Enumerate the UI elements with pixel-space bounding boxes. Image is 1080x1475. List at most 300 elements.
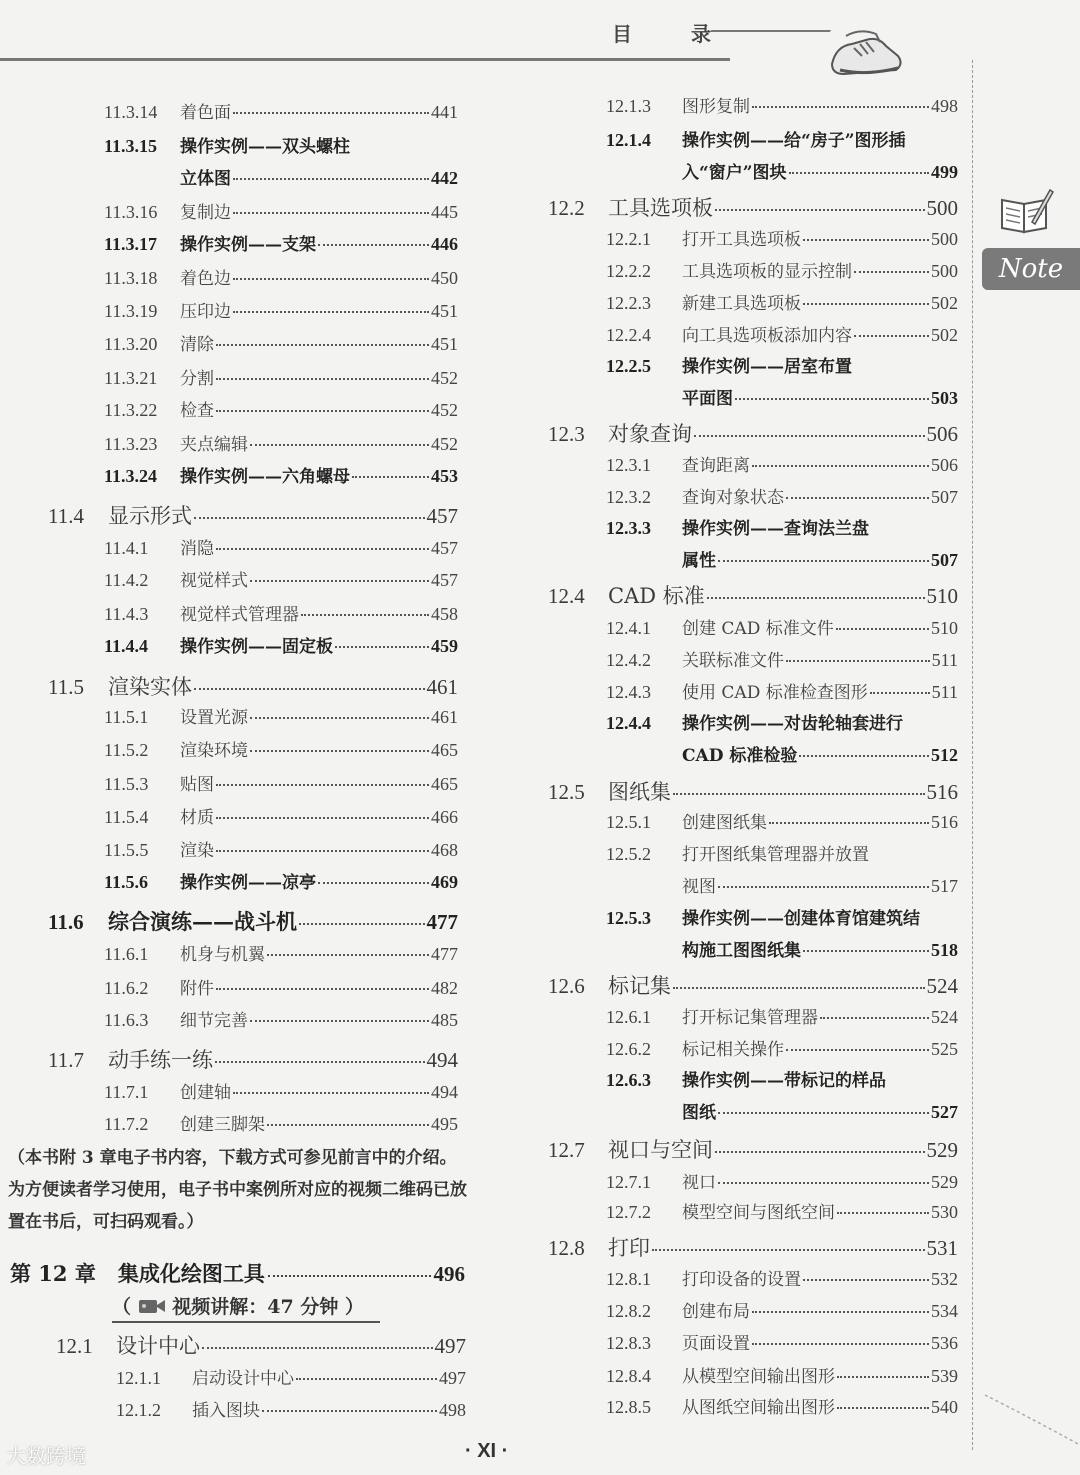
toc-number: 12.4.4 xyxy=(606,713,651,733)
toc-number: 11.4.1 xyxy=(104,538,149,558)
toc-entry xyxy=(104,1006,458,1031)
toc-title: 启动设计中心 xyxy=(192,1369,294,1389)
toc-page: 477 xyxy=(426,910,458,934)
chapter-heading xyxy=(10,1258,465,1288)
toc-number: 11.3.16 xyxy=(104,202,158,222)
leader-dots xyxy=(216,410,429,412)
toc-entry xyxy=(116,1364,466,1389)
toc-entry xyxy=(104,396,458,421)
toc-page: 516 xyxy=(931,812,958,832)
toc-number: 11.3.22 xyxy=(104,400,158,420)
toc-title: 分割 xyxy=(180,369,214,389)
toc-number: 12.1.2 xyxy=(116,1400,161,1420)
toc-number: 12.2.2 xyxy=(606,261,651,281)
leader-dots xyxy=(820,1017,929,1019)
toc-entry xyxy=(104,770,458,795)
toc-title: 着色面 xyxy=(180,103,231,123)
toc-title: 着色边 xyxy=(180,269,231,289)
leader-dots xyxy=(803,1279,929,1281)
toc-title: 打开标记集管理器 xyxy=(682,1008,818,1028)
toc-page: 503 xyxy=(931,388,958,408)
toc-number: 12.8 xyxy=(548,1236,585,1260)
toc-number: 11.5.6 xyxy=(104,872,149,892)
toc-page: 451 xyxy=(431,301,458,321)
toc-number: 12.5.2 xyxy=(606,844,651,864)
leader-dots xyxy=(673,793,925,795)
toc-entry-continuation xyxy=(180,164,458,189)
toc-title: 操作实例——六角螺母 xyxy=(180,467,350,487)
toc-title: 渲染 xyxy=(180,841,214,861)
toc-entry xyxy=(606,92,958,117)
toc-entry xyxy=(104,534,458,559)
toc-number: 12.2.1 xyxy=(606,229,651,249)
toc-entry xyxy=(606,1329,958,1354)
toc-title: 附件 xyxy=(180,979,214,999)
toc-number: 11.4 xyxy=(48,504,84,528)
toc-page: 442 xyxy=(431,168,458,188)
toc-entry xyxy=(104,836,458,861)
toc-number: 11.6.1 xyxy=(104,944,149,964)
toc-page: 507 xyxy=(931,487,958,507)
toc-number: 11.4.2 xyxy=(104,570,149,590)
toc-number: 12.6 xyxy=(548,974,585,998)
toc-entry xyxy=(606,1265,958,1290)
leader-dots xyxy=(718,1182,929,1184)
toc-title: 打开工具选项板 xyxy=(682,230,801,250)
toc-entry-continuation xyxy=(682,936,958,961)
toc-title: 操作实例——带标记的样品 xyxy=(682,1071,886,1091)
leader-dots xyxy=(752,106,929,108)
chapter-page: 496 xyxy=(433,1262,465,1286)
leader-dots xyxy=(233,278,429,280)
toc-page: 465 xyxy=(431,740,458,760)
leader-dots xyxy=(215,1061,425,1063)
toc-number: 11.5.3 xyxy=(104,774,149,794)
toc-page: 495 xyxy=(431,1114,458,1134)
toc-title: 视口 xyxy=(682,1173,716,1193)
toc-entry xyxy=(606,451,958,476)
toc-entry xyxy=(104,566,458,591)
toc-title: 渲染环境 xyxy=(180,741,248,761)
toc-entry xyxy=(104,1110,458,1135)
toc-number: 11.6 xyxy=(48,910,84,934)
toc-page: 452 xyxy=(431,434,458,454)
leader-dots xyxy=(233,112,429,114)
toc-page: 497 xyxy=(439,1368,466,1388)
toc-title: 打印 xyxy=(608,1236,650,1260)
toc-number: 12.5.1 xyxy=(606,812,651,832)
toc-entry xyxy=(606,1003,958,1028)
shoe-icon xyxy=(826,26,906,80)
toc-entry xyxy=(606,352,958,377)
toc-title: 操作实例——凉亭 xyxy=(180,873,316,893)
toc-page: 466 xyxy=(431,807,458,827)
page-header-title: 目 录 xyxy=(612,22,737,46)
leader-dots xyxy=(769,822,929,824)
toc-number: 11.5.1 xyxy=(104,707,149,727)
toc-entry xyxy=(548,1232,958,1262)
toc-title: 创建图纸集 xyxy=(682,813,767,833)
note-tab: Note xyxy=(982,248,1080,290)
toc-title-continued: 立体图 xyxy=(180,169,231,189)
leader-dots xyxy=(268,1275,431,1277)
toc-entry xyxy=(104,868,458,893)
leader-dots xyxy=(216,784,429,786)
leader-dots xyxy=(799,755,929,757)
toc-page: 539 xyxy=(931,1366,958,1386)
toc-page: 458 xyxy=(431,604,458,624)
toc-number: 11.3.24 xyxy=(104,466,158,486)
toc-number: 12.2.5 xyxy=(606,356,651,376)
toc-page: 494 xyxy=(426,1048,458,1072)
toc-number: 12.2.3 xyxy=(606,293,651,313)
toc-number: 11.5 xyxy=(48,675,84,699)
page-number: · XI · xyxy=(465,1440,509,1462)
toc-title: 操作实例——查询法兰盘 xyxy=(682,519,869,539)
leader-dots xyxy=(233,212,429,214)
toc-page: 450 xyxy=(431,268,458,288)
toc-entry xyxy=(606,321,958,346)
toc-page: 512 xyxy=(931,745,958,765)
leader-dots xyxy=(752,1343,929,1345)
toc-number: 12.3 xyxy=(548,422,585,446)
toc-number: 11.3.23 xyxy=(104,434,158,454)
toc-number: 11.3.15 xyxy=(104,136,158,156)
leader-dots xyxy=(836,628,929,630)
toc-title: 标记相关操作 xyxy=(682,1040,784,1060)
leader-dots xyxy=(352,476,429,478)
leader-dots xyxy=(216,850,429,852)
leader-dots xyxy=(262,1410,437,1412)
toc-page: 510 xyxy=(931,618,958,638)
toc-page: 516 xyxy=(926,780,958,804)
toc-entry xyxy=(606,1035,958,1060)
header-rule xyxy=(0,58,730,61)
leader-dots xyxy=(673,987,925,989)
toc-page: 453 xyxy=(431,466,458,486)
toc-number: 12.6.3 xyxy=(606,1070,651,1090)
toc-title: 向工具选项板添加内容 xyxy=(682,326,852,346)
toc-title: 创建 CAD 标准文件 xyxy=(682,619,834,639)
toc-number: 11.3.18 xyxy=(104,268,158,288)
toc-page: 482 xyxy=(431,978,458,998)
toc-entry xyxy=(104,230,458,255)
toc-page: 468 xyxy=(431,840,458,860)
toc-number: 12.3.1 xyxy=(606,455,651,475)
toc-entry xyxy=(548,776,958,806)
toc-entry xyxy=(48,1044,458,1074)
toc-entry-continuation xyxy=(682,158,958,183)
toc-page: 510 xyxy=(926,584,958,608)
toc-page: 524 xyxy=(931,1007,958,1027)
leader-dots xyxy=(718,560,929,562)
toc-number: 11.3.14 xyxy=(104,102,158,122)
toc-number: 12.2 xyxy=(548,196,585,220)
toc-entry xyxy=(606,257,958,282)
toc-number: 12.4 xyxy=(548,584,585,608)
leader-dots xyxy=(707,597,925,599)
toc-entry xyxy=(606,678,958,703)
toc-title: 细节完善 xyxy=(180,1011,248,1031)
toc-title-continued: CAD 标准检验 xyxy=(682,746,798,766)
toc-page: 540 xyxy=(931,1397,958,1417)
page-fold-decoration xyxy=(985,1385,1080,1445)
toc-title: CAD 标准 xyxy=(608,584,705,608)
toc-entry-continuation xyxy=(682,872,958,897)
toc-title: 工具选项板 xyxy=(608,196,713,220)
toc-title: 机身与机翼 xyxy=(180,945,265,965)
chapter-label: 第 12 章 xyxy=(10,1261,96,1286)
toc-number: 12.6.1 xyxy=(606,1007,651,1027)
toc-number: 11.3.17 xyxy=(104,234,158,254)
toc-title: 材质 xyxy=(180,808,214,828)
toc-title: 查询距离 xyxy=(682,456,750,476)
toc-entry xyxy=(116,1396,466,1421)
leader-dots xyxy=(233,1092,429,1094)
toc-number: 12.1.3 xyxy=(606,96,651,116)
toc-number: 12.8.5 xyxy=(606,1397,651,1417)
toc-number: 12.1 xyxy=(56,1334,93,1358)
leader-dots xyxy=(803,303,929,305)
toc-title: 创建布局 xyxy=(682,1302,750,1322)
toc-title: 新建工具选项板 xyxy=(682,294,801,314)
toc-title: 操作实例——对齿轮轴套进行 xyxy=(682,714,903,734)
toc-title: 视觉样式 xyxy=(180,571,248,591)
leader-dots xyxy=(715,209,925,211)
toc-entry xyxy=(104,132,458,157)
toc-number: 11.5.5 xyxy=(104,840,149,860)
toc-page: 527 xyxy=(931,1102,958,1122)
toc-entry xyxy=(606,840,958,865)
leader-dots xyxy=(216,817,429,819)
leader-dots xyxy=(194,517,425,519)
leader-dots xyxy=(250,580,429,582)
ebook-note: （本书附 3 章电子书内容，下载方式可参见前言中的介绍。为方便读者学习使用，电子书中案例所对应的视频二维码已放置在书后，可扫码观看。） xyxy=(8,1148,467,1232)
toc-title: 操作实例——双头螺柱 xyxy=(180,137,350,157)
toc-page: 511 xyxy=(931,682,958,702)
notebook-pen-icon xyxy=(998,186,1054,238)
toc-entry-continuation xyxy=(682,546,958,571)
toc-number: 11.3.21 xyxy=(104,368,158,388)
toc-entry xyxy=(548,580,958,610)
toc-page: 441 xyxy=(431,102,458,122)
toc-page: 452 xyxy=(431,368,458,388)
toc-entry xyxy=(104,974,458,999)
toc-page: 499 xyxy=(931,162,958,182)
toc-page: 485 xyxy=(431,1010,458,1030)
toc-entry-continuation xyxy=(682,741,958,766)
leader-dots xyxy=(299,923,425,925)
toc-title-continued: 属性 xyxy=(682,551,716,571)
leader-dots xyxy=(318,882,429,884)
toc-number: 12.3.3 xyxy=(606,518,651,538)
toc-entry xyxy=(548,970,958,1000)
toc-page: 446 xyxy=(431,234,458,254)
toc-title: 对象查询 xyxy=(608,422,692,446)
toc-page: 457 xyxy=(426,504,458,528)
toc-entry xyxy=(606,1066,958,1091)
toc-number: 12.8.3 xyxy=(606,1333,651,1353)
leader-dots xyxy=(718,1112,929,1114)
toc-entry-continuation xyxy=(682,384,958,409)
toc-page: 529 xyxy=(931,1172,958,1192)
toc-title-continued: 视图 xyxy=(682,877,716,897)
leader-dots xyxy=(854,335,929,337)
toc-page: 459 xyxy=(431,636,458,656)
toc-title: 操作实例——支架 xyxy=(180,235,316,255)
video-info: （ 视频讲解：47 分钟 ） xyxy=(112,1292,380,1323)
toc-number: 12.1.4 xyxy=(606,130,651,150)
toc-entry xyxy=(606,1393,958,1418)
leader-dots xyxy=(194,688,425,690)
toc-entry xyxy=(606,514,958,539)
toc-number: 11.3.20 xyxy=(104,334,158,354)
toc-page: 507 xyxy=(931,550,958,570)
toc-number: 11.7 xyxy=(48,1048,84,1072)
toc-page: 457 xyxy=(431,570,458,590)
toc-number: 11.5.4 xyxy=(104,807,149,827)
toc-entry xyxy=(606,709,958,734)
toc-title: 动手练一练 xyxy=(108,1048,213,1072)
leader-dots xyxy=(789,172,929,174)
toc-title-continued: 入“窗户”图块 xyxy=(682,163,787,183)
leader-dots xyxy=(301,614,429,616)
leader-dots xyxy=(267,954,429,956)
leader-dots xyxy=(318,244,429,246)
toc-page: 531 xyxy=(926,1236,958,1260)
toc-number: 12.2.4 xyxy=(606,325,651,345)
toc-number: 11.6.2 xyxy=(104,978,149,998)
toc-title: 创建三脚架 xyxy=(180,1115,265,1135)
leader-dots xyxy=(250,444,429,446)
toc-number: 12.7 xyxy=(548,1138,585,1162)
toc-title: 标记集 xyxy=(608,974,671,998)
toc-entry xyxy=(606,1198,958,1223)
toc-title: 渲染实体 xyxy=(108,675,192,699)
toc-number: 12.8.1 xyxy=(606,1269,651,1289)
leader-dots xyxy=(296,1378,437,1380)
toc-page: 502 xyxy=(931,325,958,345)
leader-dots xyxy=(216,344,429,346)
toc-title: 关联标准文件 xyxy=(682,651,784,671)
toc-number: 12.1.1 xyxy=(116,1368,161,1388)
toc-entry xyxy=(104,736,458,761)
leader-dots xyxy=(250,750,429,752)
toc-page: 502 xyxy=(931,293,958,313)
leader-dots xyxy=(715,1151,925,1153)
toc-title: 设置光源 xyxy=(180,708,248,728)
toc-page: 494 xyxy=(431,1082,458,1102)
toc-entry xyxy=(104,940,458,965)
toc-title: 操作实例——创建体育馆建筑结 xyxy=(682,909,920,929)
toc-title: 操作实例——固定板 xyxy=(180,637,333,657)
toc-entry xyxy=(548,418,958,448)
leader-dots xyxy=(652,1249,925,1251)
toc-number: 12.4.1 xyxy=(606,618,651,638)
toc-title: 操作实例——给“房子”图形插 xyxy=(682,131,906,151)
toc-title: 显示形式 xyxy=(108,504,192,528)
toc-page: 498 xyxy=(439,1400,466,1420)
toc-title: 打印设备的设置 xyxy=(682,1270,801,1290)
toc-entry xyxy=(104,330,458,355)
toc-entry xyxy=(56,1330,466,1360)
toc-entry xyxy=(548,1134,958,1164)
toc-page: 461 xyxy=(426,675,458,699)
toc-page: 532 xyxy=(931,1269,958,1289)
toc-page: 530 xyxy=(931,1202,958,1222)
toc-title: 插入图块 xyxy=(192,1401,260,1421)
leader-dots xyxy=(250,717,429,719)
toc-title: 工具选项板的显示控制 xyxy=(682,262,852,282)
leader-dots xyxy=(837,1212,929,1214)
toc-number: 11.3.19 xyxy=(104,301,158,321)
leader-dots xyxy=(752,465,929,467)
toc-title: 复制边 xyxy=(180,203,231,223)
toc-title: 操作实例——居室布置 xyxy=(682,357,852,377)
leader-dots xyxy=(803,950,929,952)
leader-dots xyxy=(216,378,429,380)
toc-number: 12.4.2 xyxy=(606,650,651,670)
toc-number: 11.6.3 xyxy=(104,1010,149,1030)
leader-dots xyxy=(216,988,429,990)
toc-page: 511 xyxy=(931,650,958,670)
toc-title: 打开图纸集管理器并放置 xyxy=(682,845,869,865)
toc-page: 461 xyxy=(431,707,458,727)
leader-dots xyxy=(786,1049,929,1051)
toc-page: 500 xyxy=(931,229,958,249)
toc-page: 525 xyxy=(931,1039,958,1059)
toc-entry xyxy=(606,1168,958,1193)
toc-title: 设计中心 xyxy=(116,1334,200,1358)
toc-page: 500 xyxy=(931,261,958,281)
leader-dots xyxy=(854,271,929,273)
toc-number: 12.8.2 xyxy=(606,1301,651,1321)
toc-entry xyxy=(104,198,458,223)
toc-title-continued: 平面图 xyxy=(682,389,733,409)
toc-page: 518 xyxy=(931,940,958,960)
toc-entry xyxy=(104,703,458,728)
toc-entry xyxy=(104,600,458,625)
toc-title: 压印边 xyxy=(180,302,231,322)
toc-number: 12.8.4 xyxy=(606,1366,651,1386)
toc-page: 457 xyxy=(431,538,458,558)
toc-number: 12.5 xyxy=(548,780,585,804)
toc-entry xyxy=(104,430,458,455)
toc-entry xyxy=(606,904,958,929)
toc-page: 517 xyxy=(931,876,958,896)
toc-entry xyxy=(606,1297,958,1322)
toc-page: 506 xyxy=(926,422,958,446)
toc-page: 445 xyxy=(431,202,458,222)
toc-entry xyxy=(48,906,458,936)
toc-entry xyxy=(606,646,958,671)
toc-title: 检查 xyxy=(180,401,214,421)
leader-dots xyxy=(202,1347,433,1349)
toc-page: 451 xyxy=(431,334,458,354)
toc-page: 465 xyxy=(431,774,458,794)
toc-page: 529 xyxy=(926,1138,958,1162)
toc-entry xyxy=(548,192,958,222)
toc-title: 页面设置 xyxy=(682,1334,750,1354)
toc-title: 贴图 xyxy=(180,775,214,795)
video-camera-icon xyxy=(138,1297,166,1315)
toc-entry xyxy=(606,289,958,314)
chapter-title: 集成化绘图工具 xyxy=(117,1261,265,1286)
leader-dots xyxy=(694,435,925,437)
toc-entry xyxy=(606,126,958,151)
toc-title: 图形复制 xyxy=(682,97,750,117)
leader-dots xyxy=(735,398,929,400)
